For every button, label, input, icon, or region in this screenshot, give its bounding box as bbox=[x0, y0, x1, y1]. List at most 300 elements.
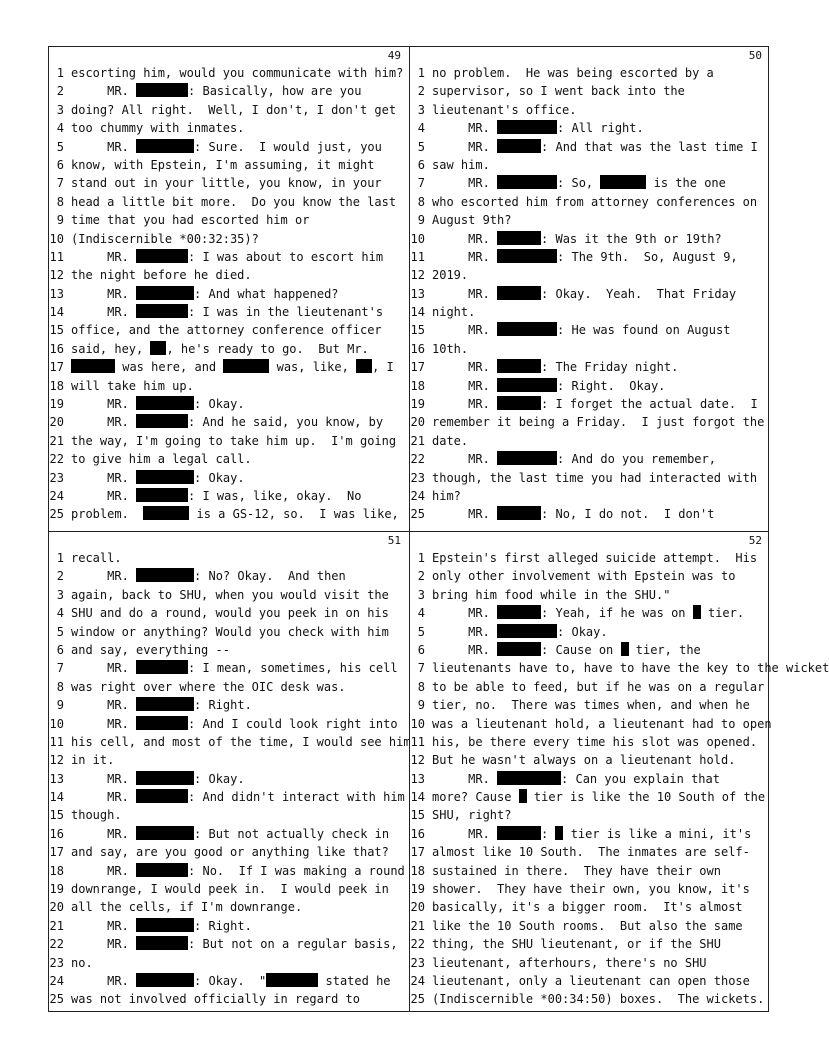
transcript-line bbox=[49, 990, 405, 1008]
redaction-box bbox=[497, 139, 541, 153]
transcript-line bbox=[49, 733, 411, 751]
line-text: him? bbox=[432, 488, 461, 503]
redaction-box bbox=[497, 378, 557, 392]
line-number: 22 bbox=[49, 452, 64, 467]
line-text: MR. : And that was the last time I bbox=[432, 139, 758, 154]
transcript-line bbox=[410, 751, 766, 769]
line-text: MR. : Right. bbox=[71, 918, 252, 933]
line-number: 16 bbox=[49, 826, 64, 841]
line-number: 3 bbox=[417, 102, 425, 117]
line-number: 8 bbox=[56, 679, 64, 694]
line-text: head a little bit more. Do you know the last bbox=[71, 194, 397, 209]
page-lines bbox=[49, 64, 405, 524]
line-text: MR. : And what happened? bbox=[71, 286, 339, 301]
transcript-line bbox=[49, 340, 405, 358]
line-text: was right over where the OIC desk was. bbox=[71, 679, 346, 694]
transcript-line bbox=[410, 678, 766, 696]
line-text: MR. : I was, like, okay. No bbox=[71, 488, 362, 503]
transcript-line bbox=[410, 549, 766, 567]
line-number: 22 bbox=[410, 937, 425, 952]
line-text: date. bbox=[432, 433, 469, 448]
line-text: too chummy with inmates. bbox=[71, 121, 245, 136]
line-text: though, the last time you had interacted with bbox=[432, 470, 758, 485]
line-number: 3 bbox=[56, 102, 64, 117]
transcript-line bbox=[410, 604, 766, 622]
transcript-line bbox=[49, 604, 405, 622]
line-text: basically, it's a bigger room. It's almost bbox=[432, 900, 743, 915]
transcript-line bbox=[410, 806, 766, 824]
transcript-line bbox=[410, 340, 766, 358]
line-text: the night before he died. bbox=[71, 268, 252, 283]
transcript-line bbox=[410, 285, 766, 303]
transcript-line bbox=[49, 696, 405, 714]
redaction-box bbox=[497, 605, 541, 619]
transcript-line bbox=[49, 64, 405, 82]
line-number: 18 bbox=[410, 378, 425, 393]
line-number: 9 bbox=[417, 213, 425, 228]
transcript-line bbox=[49, 843, 405, 861]
transcript-line bbox=[410, 898, 766, 916]
line-number: 3 bbox=[417, 587, 425, 602]
line-number: 19 bbox=[410, 397, 425, 412]
line-text: 10th. bbox=[432, 341, 469, 356]
transcript-line bbox=[410, 193, 766, 211]
line-number: 25 bbox=[410, 992, 425, 1007]
line-text: MR. : tier is like a mini, it's bbox=[432, 826, 752, 841]
page-number: 50 bbox=[748, 49, 762, 62]
transcript-line bbox=[410, 715, 772, 733]
page-lines bbox=[410, 549, 829, 1009]
line-number: 14 bbox=[410, 790, 425, 805]
transcript-line bbox=[49, 303, 405, 321]
line-text: to give him a legal call. bbox=[71, 452, 252, 467]
line-number: 8 bbox=[56, 194, 64, 209]
transcript-line bbox=[410, 432, 766, 450]
redaction-box bbox=[136, 936, 188, 950]
transcript-line bbox=[410, 641, 766, 659]
line-text: lieutenant's office. bbox=[432, 102, 577, 117]
line-text: lieutenant, afterhours, there's no SHU bbox=[432, 955, 707, 970]
transcript-line bbox=[49, 101, 405, 119]
redaction-box bbox=[497, 396, 541, 410]
redaction-box bbox=[136, 470, 194, 484]
line-number: 11 bbox=[49, 249, 64, 264]
line-number: 12 bbox=[49, 268, 64, 283]
line-text: MR. : He was found on August bbox=[432, 323, 731, 338]
line-number: 3 bbox=[56, 587, 64, 602]
transcript-line bbox=[410, 935, 766, 953]
transcript-line bbox=[410, 156, 766, 174]
line-number: 15 bbox=[410, 323, 425, 338]
line-number: 23 bbox=[410, 955, 425, 970]
transcript-line bbox=[49, 174, 405, 192]
line-text: again, back to SHU, when you would visit the bbox=[71, 587, 389, 602]
transcript-line bbox=[49, 193, 405, 211]
line-text: MR. : Right. bbox=[71, 698, 252, 713]
line-number: 14 bbox=[49, 305, 64, 320]
line-number: 6 bbox=[417, 157, 425, 172]
redaction-box bbox=[497, 506, 541, 520]
line-text: 2019. bbox=[432, 268, 469, 283]
redaction-box bbox=[497, 231, 541, 245]
transcript-line bbox=[49, 659, 405, 677]
line-text: MR. : The 9th. So, August 9, bbox=[432, 249, 738, 264]
transcript-line bbox=[410, 101, 766, 119]
transcript-line bbox=[410, 770, 766, 788]
redaction-box bbox=[136, 304, 188, 318]
transcript-line bbox=[49, 788, 405, 806]
transcript-page-51 bbox=[49, 532, 409, 1015]
redaction-box bbox=[136, 918, 194, 932]
line-text: MR. : Was it the 9th or 19th? bbox=[432, 231, 722, 246]
line-number: 7 bbox=[56, 661, 64, 676]
line-number: 1 bbox=[56, 66, 64, 80]
line-number: 17 bbox=[49, 845, 64, 860]
transcript-line bbox=[410, 825, 766, 843]
transcript-line bbox=[49, 806, 405, 824]
line-number: 16 bbox=[410, 826, 425, 841]
line-number: 17 bbox=[49, 360, 64, 375]
line-text: almost like 10 South. The inmates are self- bbox=[432, 845, 750, 860]
transcript-line bbox=[410, 64, 766, 82]
transcript-line bbox=[410, 487, 766, 505]
line-text: stand out in your little, you know, in your bbox=[71, 176, 382, 191]
transcript-page-50 bbox=[410, 47, 770, 530]
transcript-line bbox=[49, 266, 405, 284]
transcript-line bbox=[49, 505, 405, 523]
transcript-line bbox=[410, 266, 766, 284]
line-text: problem. is a GS-12, so. I was like, bbox=[71, 507, 399, 522]
line-number: 15 bbox=[49, 808, 64, 823]
transcript-line bbox=[49, 450, 405, 468]
line-number: 15 bbox=[410, 808, 425, 823]
line-number: 4 bbox=[417, 606, 425, 621]
line-text: MR. : No? Okay. And then bbox=[71, 569, 346, 584]
line-text: MR. : Can you explain that bbox=[432, 771, 720, 786]
redaction-box bbox=[223, 359, 269, 373]
line-text: was a lieutenant hold, a lieutenant had to open bbox=[432, 716, 772, 731]
line-number: 13 bbox=[410, 286, 425, 301]
line-text: MR. : I mean, sometimes, his cell bbox=[71, 661, 398, 676]
transcript-line bbox=[410, 733, 766, 751]
line-number: 8 bbox=[417, 194, 425, 209]
redaction-box bbox=[136, 771, 194, 785]
line-number: 24 bbox=[410, 488, 425, 503]
line-text: more? Cause tier is like the 10 South of the bbox=[432, 790, 766, 805]
line-text: his, be there every time his slot was opened. bbox=[432, 734, 758, 749]
line-number: 24 bbox=[49, 488, 64, 503]
transcript-line bbox=[410, 321, 766, 339]
redaction-box bbox=[497, 249, 557, 263]
line-number: 22 bbox=[410, 452, 425, 467]
line-text: But he wasn't always on a lieutenant hold. bbox=[432, 753, 736, 768]
transcript-line bbox=[49, 770, 405, 788]
line-number: 18 bbox=[49, 378, 64, 393]
line-text: like the 10 South rooms. But also the same bbox=[432, 918, 743, 933]
line-number: 10 bbox=[49, 716, 64, 731]
line-number: 21 bbox=[49, 918, 64, 933]
redaction-box bbox=[497, 322, 557, 336]
line-text: MR. : Okay. bbox=[71, 470, 245, 485]
line-text: remember it being a Friday. I just forgot the bbox=[432, 415, 765, 430]
transcript-line bbox=[410, 972, 766, 990]
line-text: all the cells, if I'm downrange. bbox=[71, 900, 303, 915]
line-text: thing, the SHU lieutenant, or if the SHU bbox=[432, 937, 721, 952]
transcript-line bbox=[410, 505, 766, 523]
line-number: 6 bbox=[56, 157, 64, 172]
transcript-line bbox=[49, 138, 405, 156]
line-number: 4 bbox=[56, 121, 64, 136]
line-text: MR. : Okay. bbox=[71, 397, 245, 412]
line-text: in it. bbox=[71, 753, 115, 768]
transcript-line bbox=[410, 843, 766, 861]
line-number: 14 bbox=[410, 305, 425, 320]
line-number: 7 bbox=[56, 176, 64, 191]
line-number: 5 bbox=[56, 139, 64, 154]
transcript-grid bbox=[48, 46, 829, 1012]
transcript-line bbox=[410, 358, 766, 376]
line-number: 19 bbox=[49, 882, 64, 897]
redaction-box bbox=[71, 359, 115, 373]
line-number: 2 bbox=[417, 569, 425, 584]
redaction-box bbox=[621, 642, 629, 656]
line-text: office, and the attorney conference officer bbox=[71, 323, 382, 338]
line-text: (Indiscernible *00:32:35)? bbox=[71, 231, 259, 246]
line-text: know, with Epstein, I'm assuming, it might bbox=[71, 157, 375, 172]
transcript-line bbox=[49, 751, 405, 769]
line-text: MR. : I forget the actual date. I bbox=[432, 397, 758, 412]
redaction-box bbox=[266, 973, 318, 987]
line-number: 16 bbox=[410, 341, 425, 356]
line-number: 19 bbox=[49, 397, 64, 412]
line-text: no problem. He was being escorted by a bbox=[432, 66, 714, 80]
transcript-line bbox=[49, 395, 405, 413]
transcript-line bbox=[49, 377, 405, 395]
line-number: 20 bbox=[410, 900, 425, 915]
line-text: MR. : Right. Okay. bbox=[432, 378, 666, 393]
transcript-line bbox=[410, 211, 766, 229]
line-text: MR. : So, is the one bbox=[432, 176, 726, 191]
transcript-line bbox=[49, 248, 405, 266]
redaction-box bbox=[497, 359, 541, 373]
line-text: MR. : Okay. bbox=[71, 771, 245, 786]
line-number: 10 bbox=[49, 231, 64, 246]
line-number: 12 bbox=[410, 753, 425, 768]
redaction-box bbox=[136, 139, 194, 153]
line-text: lieutenants have to, have to have the key to the wicket bbox=[432, 661, 829, 676]
transcript-line bbox=[49, 321, 405, 339]
transcript-line bbox=[49, 715, 405, 733]
line-number: 1 bbox=[417, 66, 425, 80]
line-text: MR. : And I could look right into bbox=[71, 716, 398, 731]
redaction-box bbox=[693, 605, 701, 619]
line-number: 21 bbox=[410, 918, 425, 933]
line-text: night. bbox=[432, 305, 476, 320]
transcript-line bbox=[410, 586, 766, 604]
transcript-line bbox=[410, 469, 766, 487]
transcript-line bbox=[410, 917, 766, 935]
line-number: 25 bbox=[410, 507, 425, 522]
line-number: 25 bbox=[49, 507, 64, 522]
transcript-line bbox=[49, 972, 405, 990]
redaction-box bbox=[497, 826, 541, 840]
line-number: 9 bbox=[56, 213, 64, 228]
line-number: 6 bbox=[417, 642, 425, 657]
redaction-box bbox=[136, 286, 194, 300]
redaction-box bbox=[150, 341, 166, 355]
line-number: 17 bbox=[410, 845, 425, 860]
line-number: 5 bbox=[417, 624, 425, 639]
transcript-line bbox=[410, 862, 766, 880]
line-text: MR. : The Friday night. bbox=[432, 360, 679, 375]
transcript-line bbox=[410, 82, 766, 100]
transcript-line bbox=[49, 825, 405, 843]
line-text: MR. : Basically, how are you bbox=[71, 84, 362, 99]
line-number: 2 bbox=[56, 84, 64, 99]
line-number: 15 bbox=[49, 323, 64, 338]
redaction-box bbox=[497, 286, 541, 300]
transcript-line bbox=[410, 696, 766, 714]
line-text: and say, everything -- bbox=[71, 642, 230, 657]
transcript-line bbox=[410, 954, 766, 972]
transcript-line bbox=[410, 413, 766, 431]
line-number: 24 bbox=[410, 973, 425, 988]
line-text: supervisor, so I went back into the bbox=[432, 84, 685, 99]
line-number: 4 bbox=[56, 606, 64, 621]
line-text: MR. : No, I do not. I don't bbox=[432, 507, 715, 522]
line-text: though. bbox=[71, 808, 122, 823]
transcript-line bbox=[410, 174, 766, 192]
line-number: 23 bbox=[49, 955, 64, 970]
line-number: 14 bbox=[49, 790, 64, 805]
line-number: 12 bbox=[410, 268, 425, 283]
transcript-line bbox=[49, 156, 405, 174]
line-number: 5 bbox=[56, 624, 64, 639]
transcript-line bbox=[49, 567, 405, 585]
line-number: 18 bbox=[410, 863, 425, 878]
redaction-box bbox=[136, 826, 194, 840]
redaction-box bbox=[136, 568, 194, 582]
line-number: 13 bbox=[49, 286, 64, 301]
line-text: and say, are you good or anything like that? bbox=[71, 845, 389, 860]
redaction-box bbox=[356, 359, 372, 373]
line-text: shower. They have their own, you know, it's bbox=[432, 882, 750, 897]
line-text: tier, no. There was times when, and when he bbox=[432, 698, 750, 713]
line-number: 23 bbox=[49, 470, 64, 485]
transcript-page-52 bbox=[410, 532, 829, 1015]
transcript-line bbox=[410, 303, 766, 321]
transcript-line bbox=[410, 788, 766, 806]
transcript-line bbox=[410, 395, 766, 413]
transcript-line bbox=[410, 230, 766, 248]
line-text: time that you had escorted him or bbox=[71, 213, 310, 228]
page-number: 49 bbox=[387, 49, 401, 62]
line-number: 12 bbox=[49, 753, 64, 768]
transcript-line bbox=[49, 487, 405, 505]
line-text: MR. : All right. bbox=[432, 121, 644, 136]
line-number: 4 bbox=[417, 121, 425, 136]
line-number: 18 bbox=[49, 863, 64, 878]
redaction-box bbox=[136, 697, 194, 711]
transcript-line bbox=[49, 285, 405, 303]
line-text: will take him up. bbox=[71, 378, 194, 393]
redaction-box bbox=[136, 83, 188, 97]
line-text: SHU and do a round, would you peek in on his bbox=[71, 606, 389, 621]
redaction-box bbox=[136, 863, 188, 877]
line-text: MR. : Sure. I would just, you bbox=[71, 139, 382, 154]
transcript-line bbox=[49, 935, 405, 953]
line-text: sustained in there. They have their own bbox=[432, 863, 721, 878]
line-number: 21 bbox=[410, 433, 425, 448]
transcript-line bbox=[49, 898, 405, 916]
line-number: 17 bbox=[410, 360, 425, 375]
line-text: downrange, I would peek in. I would peek in bbox=[71, 882, 389, 897]
redaction-box bbox=[519, 789, 527, 803]
transcript-line bbox=[49, 469, 405, 487]
page-lines bbox=[410, 64, 766, 524]
line-text: said, hey, , he's ready to go. But Mr. bbox=[71, 341, 369, 356]
line-text: bring him food while in the SHU." bbox=[432, 587, 671, 602]
line-text: MR. : And didn't interact with him bbox=[71, 790, 405, 805]
transcript-line bbox=[410, 377, 766, 395]
line-number: 13 bbox=[410, 771, 425, 786]
line-text: no. bbox=[71, 955, 93, 970]
redaction-box bbox=[497, 771, 561, 785]
transcript-line bbox=[49, 880, 405, 898]
redaction-box bbox=[600, 175, 646, 189]
line-text: was not involved officially in regard to bbox=[71, 992, 360, 1007]
page-number: 51 bbox=[387, 534, 401, 547]
line-number: 20 bbox=[410, 415, 425, 430]
line-text: August 9th? bbox=[432, 213, 512, 228]
page-number: 52 bbox=[748, 534, 762, 547]
transcript-line bbox=[410, 990, 766, 1008]
redaction-box bbox=[136, 249, 188, 263]
transcript-line bbox=[49, 358, 405, 376]
line-number: 21 bbox=[49, 433, 64, 448]
line-text: only other involvement with Epstein was to bbox=[432, 569, 736, 584]
line-text: his cell, and most of the time, I would see him bbox=[71, 734, 411, 749]
line-text: MR. : Okay. " stated he bbox=[71, 973, 391, 988]
line-number: 10 bbox=[410, 231, 425, 246]
transcript-line bbox=[49, 119, 405, 137]
page-lines bbox=[49, 549, 411, 1009]
line-number: 25 bbox=[49, 992, 64, 1007]
transcript-line bbox=[49, 413, 405, 431]
transcript-line bbox=[410, 567, 766, 585]
line-number: 8 bbox=[417, 679, 425, 694]
redaction-box bbox=[136, 660, 188, 674]
line-text: MR. : I was about to escort him bbox=[71, 249, 384, 264]
line-number: 1 bbox=[56, 551, 64, 565]
line-text: recall. bbox=[71, 551, 122, 565]
line-number: 20 bbox=[49, 415, 64, 430]
line-text: MR. : But not actually check in bbox=[71, 826, 390, 841]
line-text: MR. : Cause on tier, the bbox=[432, 642, 701, 657]
line-number: 23 bbox=[410, 470, 425, 485]
transcript-line bbox=[410, 450, 766, 468]
line-number: 20 bbox=[49, 900, 64, 915]
line-text: SHU, right? bbox=[432, 808, 512, 823]
line-text: MR. : Okay. bbox=[432, 624, 608, 639]
line-number: 11 bbox=[410, 249, 425, 264]
transcript-line bbox=[49, 862, 405, 880]
line-text: doing? All right. Well, I don't, I don't get bbox=[71, 102, 397, 117]
line-number: 7 bbox=[417, 176, 425, 191]
line-text: MR. : And he said, you know, by bbox=[71, 415, 384, 430]
transcript-line bbox=[49, 954, 405, 972]
transcript-line bbox=[49, 678, 405, 696]
